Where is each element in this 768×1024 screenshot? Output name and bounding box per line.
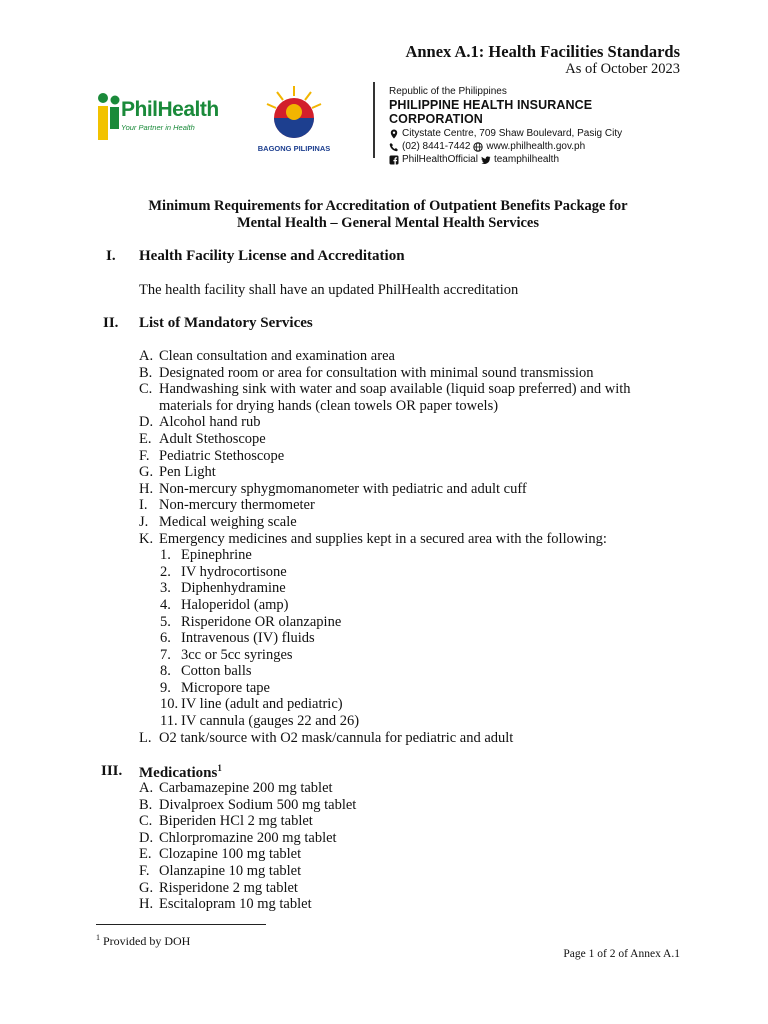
list-item bbox=[139, 830, 699, 847]
list-item bbox=[139, 730, 699, 747]
globe-icon bbox=[473, 142, 483, 152]
list-item-text: IV cannula (gauges 22 and 26) bbox=[181, 713, 360, 730]
annex-title: Annex A.1: Health Facilities Standards bbox=[405, 42, 680, 61]
corporation-block bbox=[389, 86, 689, 165]
list-marker: J. bbox=[139, 513, 149, 530]
sub-list-item bbox=[160, 630, 699, 647]
footnote-rule bbox=[96, 924, 266, 925]
list-item-text: O2 tank/source with O2 mask/cannula for pediatric and adult bbox=[159, 729, 514, 746]
list-marker: G. bbox=[139, 879, 154, 896]
republic-label: Republic of the Philippines bbox=[389, 86, 507, 97]
mandatory-services-list bbox=[139, 348, 699, 746]
list-marker: C. bbox=[139, 813, 153, 830]
bagong-pilipinas-seal-icon bbox=[255, 84, 333, 144]
list-item bbox=[139, 780, 699, 797]
list-item bbox=[139, 846, 699, 863]
philhealth-mark-icon bbox=[97, 92, 121, 144]
list-item-text: Designated room or area for consultation with minimal sound transmission bbox=[159, 364, 594, 381]
list-item-text: Carbamazepine 200 mg tablet bbox=[159, 780, 333, 796]
list-marker: 5. bbox=[160, 613, 171, 630]
location-pin-icon bbox=[389, 129, 399, 139]
list-item bbox=[139, 481, 699, 498]
list-item bbox=[139, 365, 699, 382]
list-marker: 10. bbox=[160, 696, 179, 713]
twitter-icon bbox=[481, 155, 491, 165]
list-item-text: Chlorpromazine 200 mg tablet bbox=[159, 829, 337, 846]
list-marker: H. bbox=[139, 480, 154, 497]
list-item bbox=[139, 448, 699, 465]
list-item-text: Handwashing sink with water and soap available (liquid soap preferred) and with materials for drying hands (clean towels OR paper towels) bbox=[159, 381, 631, 414]
list-item-text: Epinephrine bbox=[181, 547, 252, 564]
phone-text: (02) 8441-7442 bbox=[402, 141, 471, 152]
list-item-text: IV hydrocortisone bbox=[181, 563, 287, 580]
list-item-text: Haloperidol (amp) bbox=[181, 596, 289, 613]
section-2-heading: List of Mandatory Services bbox=[139, 315, 313, 331]
list-item bbox=[139, 531, 699, 548]
section-1-number: I. bbox=[106, 248, 116, 264]
list-item-text: Risperidone 2 mg tablet bbox=[159, 879, 298, 896]
document-title-line-1: Minimum Requirements for Accreditation of Outpatient Benefits Package for bbox=[148, 198, 628, 214]
sub-list-item bbox=[160, 547, 699, 564]
list-item-text: Emergency medicines and supplies kept in a secured area with the following: bbox=[159, 530, 607, 547]
footnote-mark: 1 bbox=[96, 933, 100, 942]
list-marker: D. bbox=[139, 829, 154, 846]
list-item-text: Pen Light bbox=[159, 464, 216, 481]
list-marker: 8. bbox=[160, 663, 171, 680]
list-item bbox=[139, 863, 699, 880]
list-marker: E. bbox=[139, 846, 152, 863]
list-marker: 6. bbox=[160, 630, 171, 647]
list-marker: I. bbox=[139, 497, 148, 514]
twitter-text[interactable]: teamphilhealth bbox=[493, 154, 560, 165]
list-item-text: Olanzapine 10 mg tablet bbox=[159, 862, 302, 879]
list-item bbox=[139, 497, 699, 514]
list-marker: A. bbox=[139, 348, 154, 364]
section-1-heading: Health Facility License and Accreditation bbox=[139, 248, 405, 264]
document-title bbox=[90, 198, 686, 232]
list-item-text: Clean consultation and examination area bbox=[159, 348, 395, 364]
list-item-text: Alcohol hand rub bbox=[159, 414, 261, 431]
list-item bbox=[139, 880, 699, 897]
list-item bbox=[139, 381, 699, 414]
list-marker: 9. bbox=[160, 679, 171, 696]
contact-line bbox=[389, 141, 689, 152]
sub-list-item bbox=[160, 663, 699, 680]
list-item bbox=[139, 348, 699, 365]
list-marker: B. bbox=[139, 364, 153, 381]
list-item bbox=[139, 797, 699, 814]
sub-list-item bbox=[160, 696, 699, 713]
list-marker: B. bbox=[139, 796, 153, 813]
list-item-text: Adult Stethoscope bbox=[159, 430, 266, 447]
list-marker: A. bbox=[139, 780, 154, 796]
list-item-text: Clozapine 100 mg tablet bbox=[159, 846, 302, 863]
section-1-text: The health facility shall have an updated PhilHealth accreditation bbox=[139, 282, 519, 298]
philhealth-logo bbox=[97, 92, 237, 144]
address-text: Citystate Centre, 709 Shaw Boulevard, Pasig City bbox=[402, 128, 623, 139]
list-marker: F. bbox=[139, 862, 150, 879]
list-item bbox=[139, 896, 699, 913]
philhealth-wordmark: PhilHealth bbox=[121, 98, 219, 121]
list-marker: H. bbox=[139, 896, 154, 913]
list-marker: L. bbox=[139, 729, 152, 746]
list-marker: D. bbox=[139, 414, 154, 431]
bagong-pilipinas-logo bbox=[255, 84, 333, 156]
facebook-text[interactable]: PhilHealthOfficial bbox=[402, 154, 478, 165]
section-3-heading-text: Medications bbox=[139, 765, 218, 781]
list-item-text: 3cc or 5cc syringes bbox=[181, 646, 293, 663]
sub-list-item bbox=[160, 647, 699, 664]
sub-list-item bbox=[160, 580, 699, 597]
facebook-icon bbox=[389, 155, 399, 165]
list-item-text: Diphenhydramine bbox=[181, 580, 286, 597]
list-item-text: IV line (adult and pediatric) bbox=[181, 696, 343, 713]
list-item-text: Micropore tape bbox=[181, 679, 270, 696]
list-item bbox=[139, 464, 699, 481]
list-marker: G. bbox=[139, 464, 154, 481]
sub-list-item bbox=[160, 597, 699, 614]
website-text[interactable]: www.philhealth.gov.ph bbox=[486, 141, 586, 152]
list-marker: 11. bbox=[160, 713, 178, 730]
phone-icon bbox=[389, 142, 399, 152]
list-item bbox=[139, 514, 699, 531]
address-line bbox=[389, 128, 689, 139]
list-item bbox=[139, 813, 699, 830]
list-marker: K. bbox=[139, 530, 154, 547]
header-divider bbox=[373, 82, 375, 158]
list-marker: 7. bbox=[160, 646, 171, 663]
as-of-date: As of October 2023 bbox=[565, 61, 680, 77]
list-item bbox=[139, 414, 699, 431]
list-item-text: Divalproex Sodium 500 mg tablet bbox=[159, 796, 357, 813]
bagong-pilipinas-label: BAGONG PILIPINAS bbox=[257, 144, 331, 153]
emergency-items-list bbox=[159, 547, 699, 730]
sub-list-item bbox=[160, 564, 699, 581]
philhealth-tagline: Your Partner in Health bbox=[121, 123, 195, 132]
list-marker: C. bbox=[139, 381, 153, 398]
footnote-text: Provided by DOH bbox=[103, 934, 191, 948]
list-marker: 3. bbox=[160, 580, 171, 597]
corporation-name: PHILIPPINE HEALTH INSURANCE CORPORATION bbox=[389, 98, 593, 126]
social-line bbox=[389, 154, 689, 165]
list-item-text: Intravenous (IV) fluids bbox=[181, 630, 315, 647]
sub-list-item bbox=[160, 614, 699, 631]
list-marker: 2. bbox=[160, 563, 171, 580]
list-item-text: Biperiden HCl 2 mg tablet bbox=[159, 813, 313, 830]
page-number: Page 1 of 2 of Annex A.1 bbox=[563, 948, 680, 960]
list-item-text: Medical weighing scale bbox=[159, 513, 297, 530]
list-marker: 4. bbox=[160, 596, 171, 613]
list-marker: E. bbox=[139, 430, 152, 447]
list-item bbox=[139, 431, 699, 448]
list-item-text: Non-mercury thermometer bbox=[159, 497, 315, 514]
list-item-text: Pediatric Stethoscope bbox=[159, 447, 285, 464]
section-3-number: III. bbox=[101, 763, 123, 779]
list-marker: F. bbox=[139, 447, 150, 464]
section-3-footnote-mark: 1 bbox=[217, 763, 222, 773]
list-marker: 1. bbox=[160, 547, 171, 564]
list-item-text: Non-mercury sphygmomanometer with pediatric and adult cuff bbox=[159, 480, 527, 497]
list-item-text: Escitalopram 10 mg tablet bbox=[159, 896, 312, 913]
section-2-number: II. bbox=[103, 315, 119, 331]
document-title-line-2: Mental Health – General Mental Health Services bbox=[236, 215, 539, 231]
list-item-text: Risperidone OR olanzapine bbox=[181, 613, 342, 630]
medications-list bbox=[139, 780, 699, 913]
footnote bbox=[96, 933, 190, 949]
sub-list-item bbox=[160, 680, 699, 697]
sub-list-item bbox=[160, 713, 699, 730]
list-item-text: Cotton balls bbox=[181, 663, 252, 680]
